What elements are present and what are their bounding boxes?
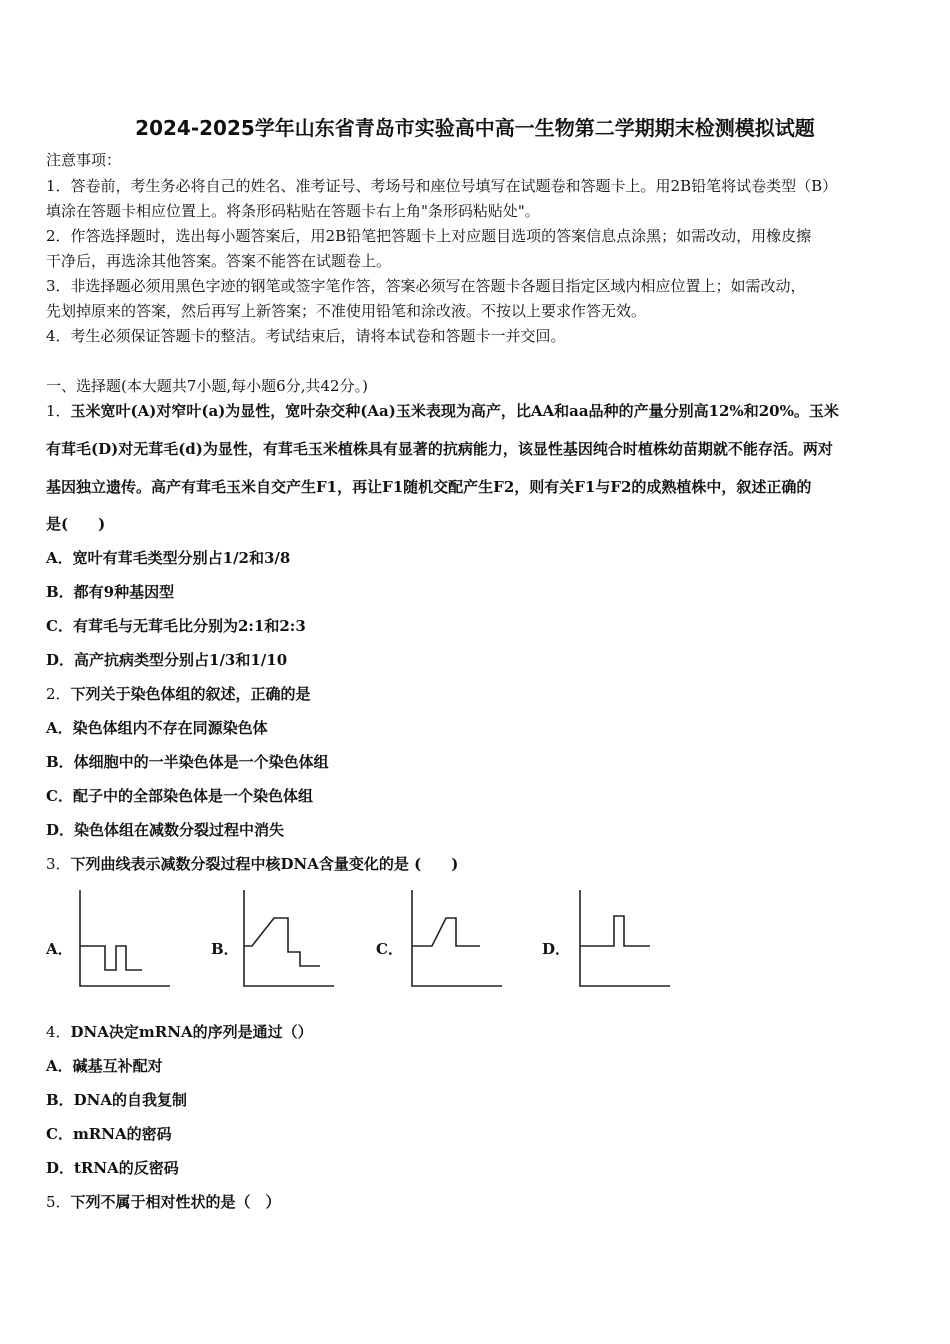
- answer-option: A．碱基互补配对: [46, 1057, 163, 1075]
- notes-line: 干净后，再选涂其他答案。答案不能答在试题卷上。: [46, 252, 392, 270]
- graph-curve: [244, 918, 320, 966]
- question-1-line: 有茸毛(D)对无茸毛(d)为显性，有茸毛玉米植株具有显著的抗病能力，该显性基因纯合时植株幼苗期就不能存活。两对: [46, 440, 833, 458]
- question-3: [46, 854, 912, 874]
- question-1-line: 是( ): [46, 515, 106, 533]
- graph-axes: [80, 890, 170, 986]
- question-1-line: 基因独立遗传。高产有茸毛玉米自交产生F1，再让F1随机交配产生F2，则有关F1与F2的成熟植株中，叙述正确的: [46, 478, 812, 496]
- answer-option: B．都有9种基因型: [46, 583, 175, 601]
- question-number: 2．: [46, 685, 71, 703]
- answer-option: B．DNA的自我复制: [46, 1091, 188, 1109]
- answer-option: D．tRNA的反密码: [46, 1159, 179, 1177]
- answer-option: A．染色体组内不存在同源染色体: [46, 719, 268, 737]
- answer-option: D．染色体组在减数分裂过程中消失: [46, 821, 285, 839]
- answer-option: C．有茸毛与无茸毛比分别为2:1和2:3: [46, 617, 306, 635]
- answer-option: D．高产抗病类型分别占1/3和1/10: [46, 651, 288, 669]
- question-4: [46, 1022, 912, 1042]
- graph-curve: [80, 946, 142, 970]
- answer-option: B．体细胞中的一半染色体是一个染色体组: [46, 753, 329, 771]
- question-1-line: [46, 401, 912, 421]
- graph-axes: [580, 890, 670, 986]
- question-text: 玉米宽叶(A)对窄叶(a)为显性，宽叶杂交种(Aa)玉米表现为高产，比AA和aa品种的产量分别高12%和20%。玉米: [70, 402, 839, 420]
- exam-title: 2024-2025学年山东省青岛市实验高中高一生物第二学期期末检测模拟试题: [135, 116, 815, 140]
- notes-line: 填涂在答题卡相应位置上。将条形码粘贴在答题卡右上角"条形码粘贴处"。: [46, 202, 540, 220]
- dna-curve-graph-d: [576, 888, 676, 992]
- question-text: 下列关于染色体组的叙述，正确的是: [70, 685, 311, 703]
- answer-option: A．宽叶有茸毛类型分别占1/2和3/8: [46, 549, 291, 567]
- graph-option-label-c: C．: [376, 940, 403, 958]
- notes-line: 3．非选择题必须用黑色字迹的钢笔或签字笔作答，答案必须写在答题卡各题目指定区域内相应位置上；如需改动，: [46, 277, 806, 295]
- question-text: 下列曲线表示减数分裂过程中核DNA含量变化的是 ( ): [70, 855, 459, 873]
- answer-option: C．配子中的全部染色体是一个染色体组: [46, 787, 313, 805]
- question-text: DNA决定mRNA的序列是通过（）: [70, 1023, 313, 1041]
- question-number: 3．: [46, 855, 71, 873]
- notes-line: 4．考生必须保证答题卡的整洁。考试结束后，请将本试卷和答题卡一并交回。: [46, 327, 566, 345]
- question-number: 5．: [46, 1193, 71, 1211]
- question-5: [46, 1192, 912, 1212]
- notes-line: 2．作答选择题时，选出每小题答案后，用2B铅笔把答题卡上对应题目选项的答案信息点涂黑；如需改动，用橡皮擦: [46, 227, 812, 245]
- section-heading: 一、选择题(本大题共7小题,每小题6分,共42分。): [46, 377, 368, 395]
- question-number: 1．: [46, 402, 71, 420]
- notes-line: 先划掉原来的答案，然后再写上新答案；不准使用铅笔和涂改液。不按以上要求作答无效。: [46, 302, 647, 320]
- question-number: 4．: [46, 1023, 71, 1041]
- graph-curve: [412, 918, 480, 946]
- dna-curve-graph-c: [408, 888, 508, 992]
- dna-curve-graph-a: [76, 888, 176, 992]
- answer-option: C．mRNA的密码: [46, 1125, 172, 1143]
- graph-option-label-a: A．: [46, 940, 73, 958]
- graph-option-label-b: B．: [211, 940, 239, 958]
- graph-curve: [580, 916, 650, 946]
- question-text: 下列不属于相对性状的是（ ）: [70, 1193, 281, 1211]
- graph-axes: [412, 890, 502, 986]
- question-2: [46, 684, 912, 704]
- dna-curve-graph-b: [240, 888, 340, 992]
- notes-heading: 注意事项：: [46, 151, 122, 169]
- notes-line: 1．答卷前，考生务必将自己的姓名、准考证号、考场号和座位号填写在试题卷和答题卡上。用2B铅笔将试卷类型（B）: [46, 177, 838, 195]
- graph-option-label-d: D．: [542, 940, 571, 958]
